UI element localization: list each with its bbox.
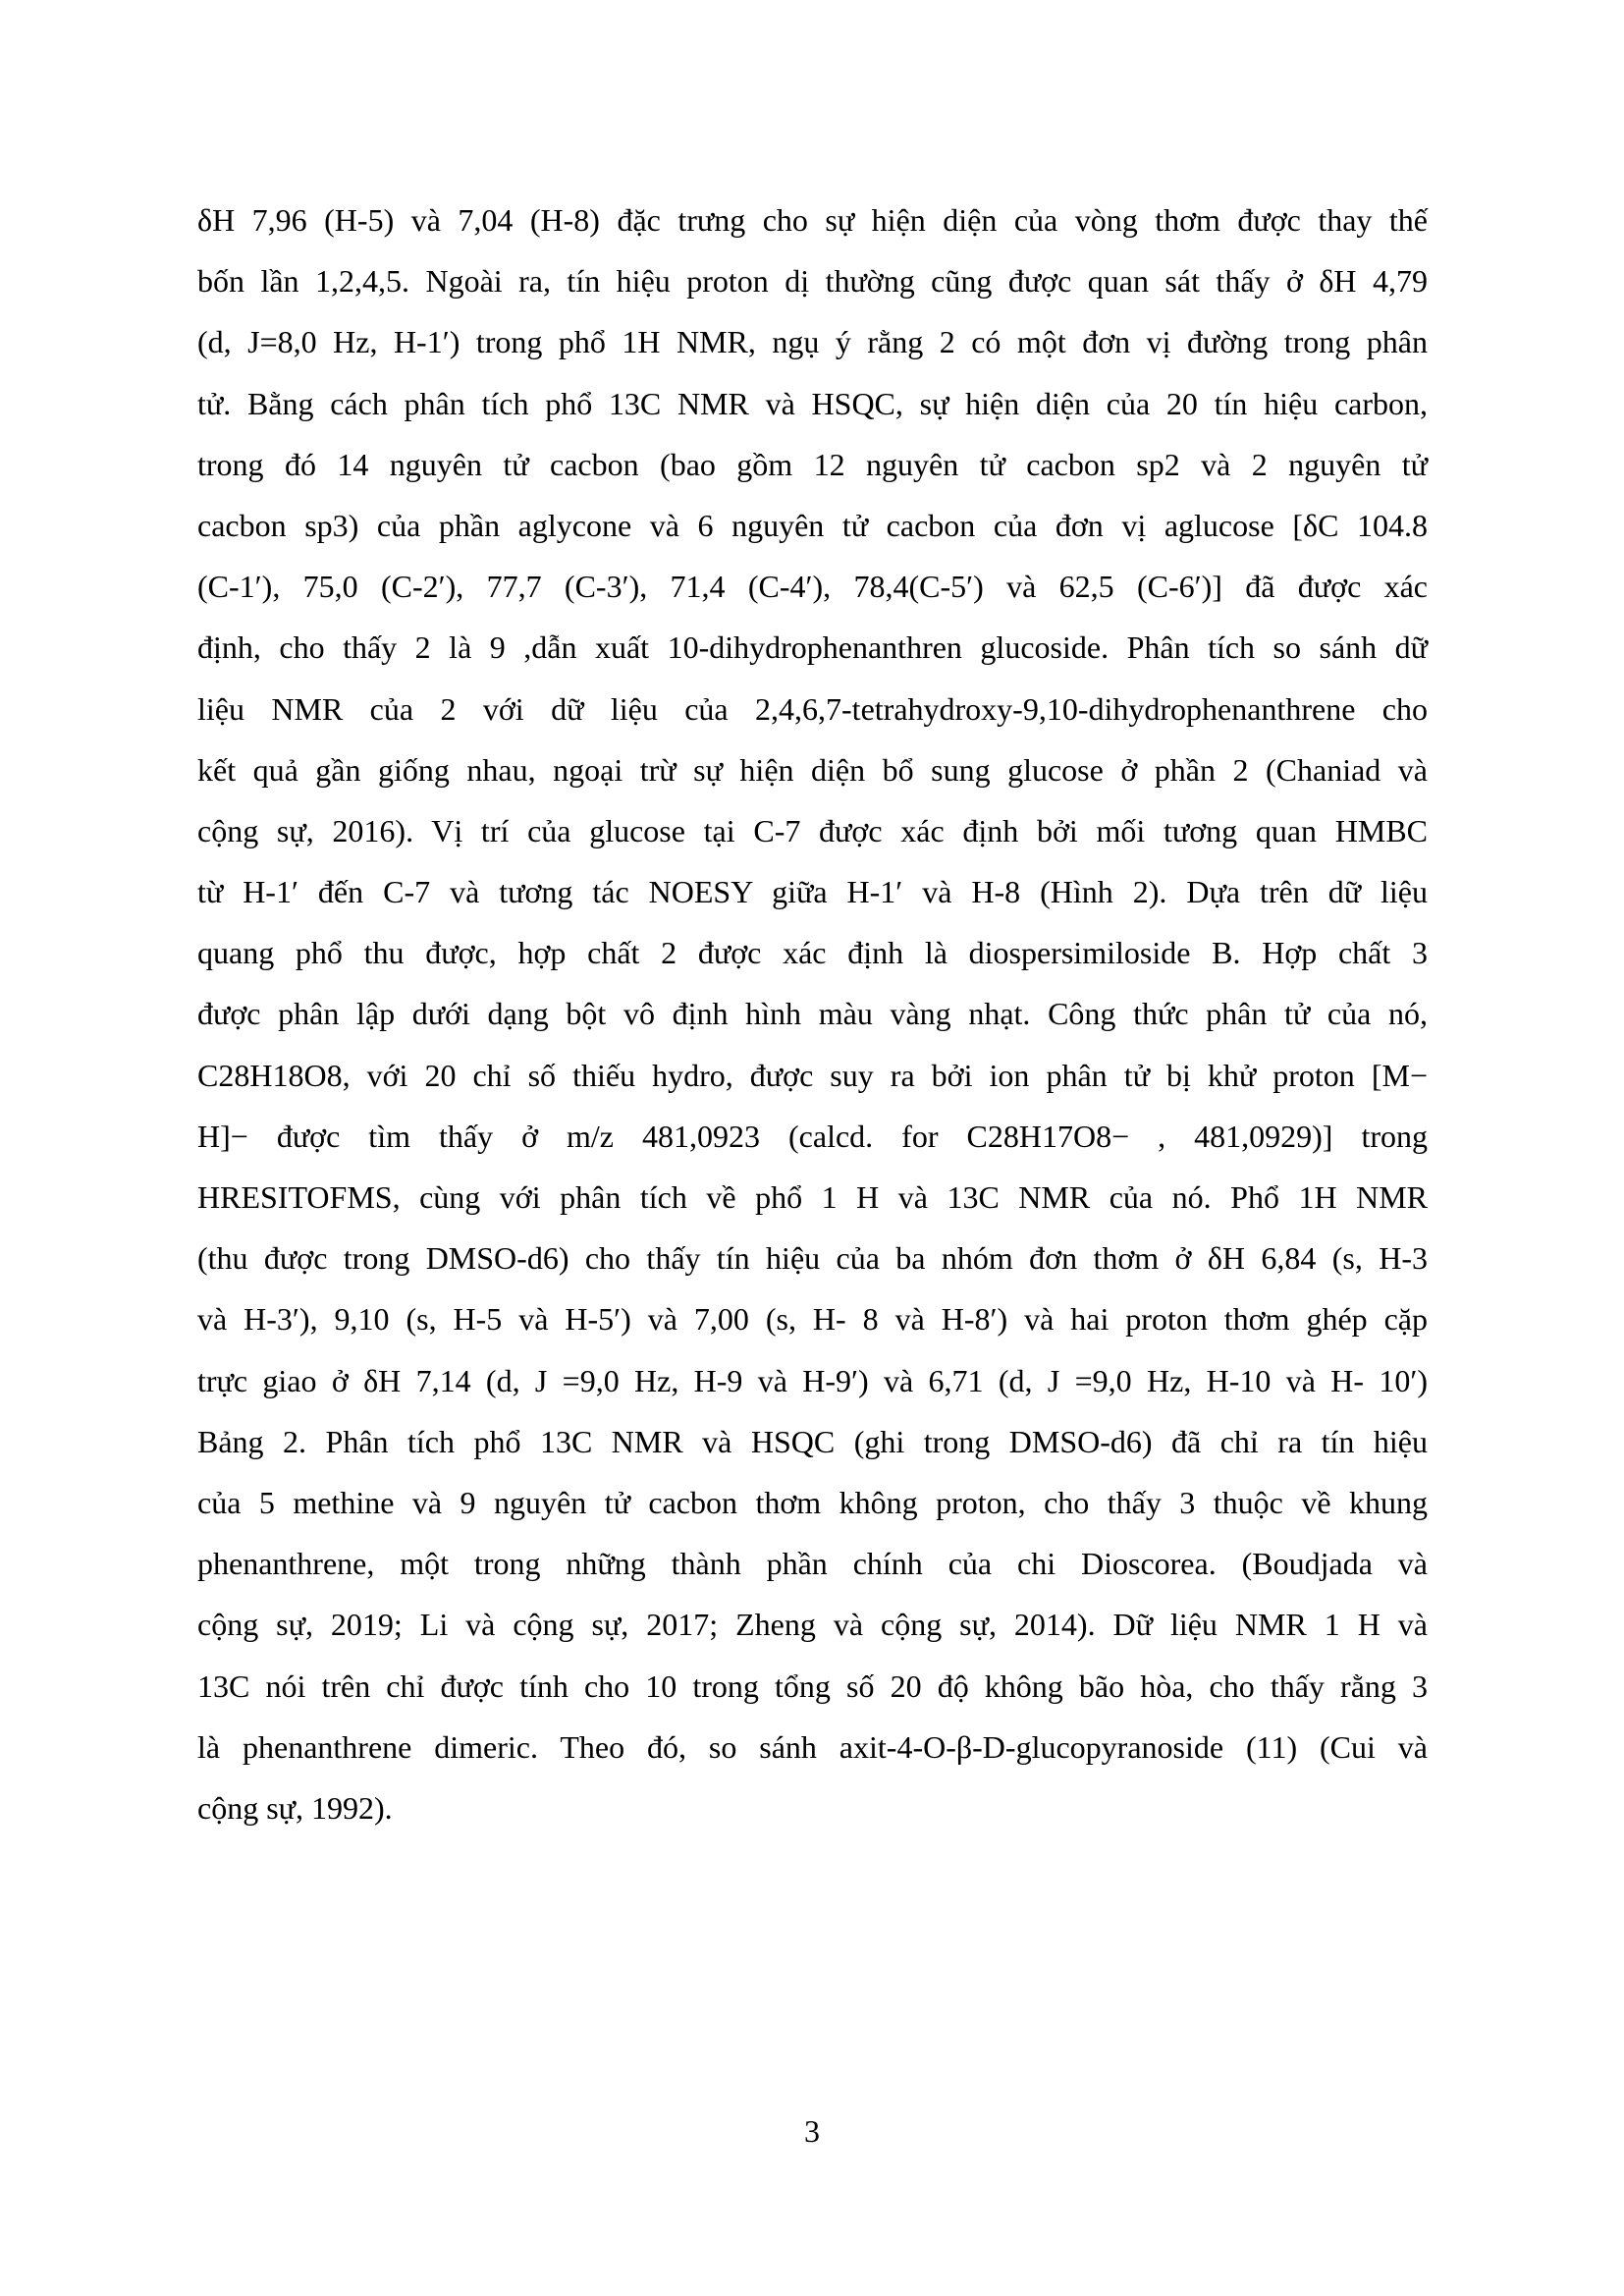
paragraph-line: và H-3′), 9,10 (s, H-5 và H-5′) và 7,00 (s, H- 8 và H-8′) và hai proton thơm ghép cặp xyxy=(197,1301,1428,1338)
paragraph-line: trong đó 14 nguyên tử cacbon (bao gồm 12 nguyên tử cacbon sp2 và 2 nguyên tử xyxy=(197,446,1428,482)
paragraph-line: C28H18O8, với 20 chỉ số thiếu hydro, được suy ra bởi ion phân tử bị khử proton [M− xyxy=(197,1057,1428,1093)
paragraph-line: kết quả gần giống nhau, ngoại trừ sự hiện diện bổ sung glucose ở phần 2 (Chaniad và xyxy=(197,751,1428,788)
page-number: 3 xyxy=(804,2113,820,2149)
paragraph-line: δH 7,96 (H-5) và 7,04 (H-8) đặc trưng cho sự hiện diện của vòng thơm được thay thế xyxy=(197,202,1428,238)
paragraph-line: (d, J=8,0 Hz, H-1′) trong phổ 1H NMR, ngụ ý rằng 2 có một đơn vị đường trong phân xyxy=(197,324,1428,360)
paragraph-line: cộng sự, 2019; Li và cộng sự, 2017; Zheng và cộng sự, 2014). Dữ liệu NMR 1 H và xyxy=(197,1607,1428,1643)
paragraph-line: được phân lập dưới dạng bột vô định hình màu vàng nhạt. Công thức phân tử của nó, xyxy=(197,996,1428,1032)
paragraph-line: của 5 methine và 9 nguyên tử cacbon thơm không proton, cho thấy 3 thuộc về khung xyxy=(197,1484,1428,1520)
paragraph-line: định, cho thấy 2 là 9 ,dẫn xuất 10-dihydrophenanthren glucoside. Phân tích so sánh dữ xyxy=(197,629,1428,666)
paragraph-line: Bảng 2. Phân tích phổ 13C NMR và HSQC (ghi trong DMSO-d6) đã chỉ ra tín hiệu xyxy=(197,1423,1428,1459)
paragraph-line: cacbon sp3) của phần aglycone và 6 nguyên tử cacbon của đơn vị aglucose [δC 104.8 xyxy=(197,507,1428,543)
paragraph-line: H]− được tìm thấy ở m/z 481,0923 (calcd. for C28H17O8− , 481,0929)] trong xyxy=(197,1118,1428,1154)
paragraph-line: trực giao ở δH 7,14 (d, J =9,0 Hz, H-9 và H-9′) và 6,71 (d, J =9,0 Hz, H-10 và H- 10′) xyxy=(197,1362,1428,1398)
paragraph-line: 13C nói trên chỉ được tính cho 10 trong tổng số 20 độ không bão hòa, cho thấy rằng 3 xyxy=(197,1667,1428,1704)
paragraph-line: phenanthrene, một trong những thành phần chính của chi Dioscorea. (Boudjada và xyxy=(197,1546,1428,1582)
body-paragraph xyxy=(197,200,1428,1849)
paragraph-line: (C-1′), 75,0 (C-2′), 77,7 (C-3′), 71,4 (C-4′), 78,4(C-5′) và 62,5 (C-6′)] đã được xác xyxy=(197,569,1428,605)
paragraph-line: bốn lần 1,2,4,5. Ngoài ra, tín hiệu proton dị thường cũng được quan sát thấy ở δH 4,79 xyxy=(197,263,1428,300)
paragraph-line: tử. Bằng cách phân tích phổ 13C NMR và HSQC, sự hiện diện của 20 tín hiệu carbon, xyxy=(197,385,1428,421)
paragraph-line: từ H-1′ đến C-7 và tương tác NOESY giữa H-1′ và H-8 (Hình 2). Dựa trên dữ liệu xyxy=(197,874,1428,910)
paragraph-line: HRESITOFMS, cùng với phân tích về phổ 1 H và 13C NMR của nó. Phổ 1H NMR xyxy=(197,1179,1428,1215)
paragraph-line: liệu NMR của 2 với dữ liệu của 2,4,6,7-tetrahydroxy-9,10-dihydrophenanthrene cho xyxy=(197,690,1428,727)
paragraph-line: (thu được trong DMSO-d6) cho thấy tín hiệu của ba nhóm đơn thơm ở δH 6,84 (s, H-3 xyxy=(197,1240,1428,1277)
paragraph-line: cộng sự, 1992). xyxy=(197,1789,393,1826)
paragraph-line: là phenanthrene dimeric. Theo đó, so sánh axit-4-O-β-D-glucopyranoside (11) (Cui và xyxy=(197,1728,1428,1765)
paragraph-line: quang phổ thu được, hợp chất 2 được xác định là diospersimiloside B. Hợp chất 3 xyxy=(197,935,1428,971)
paragraph-line: cộng sự, 2016). Vị trí của glucose tại C-7 được xác định bởi mối tương quan HMBC xyxy=(197,812,1428,848)
